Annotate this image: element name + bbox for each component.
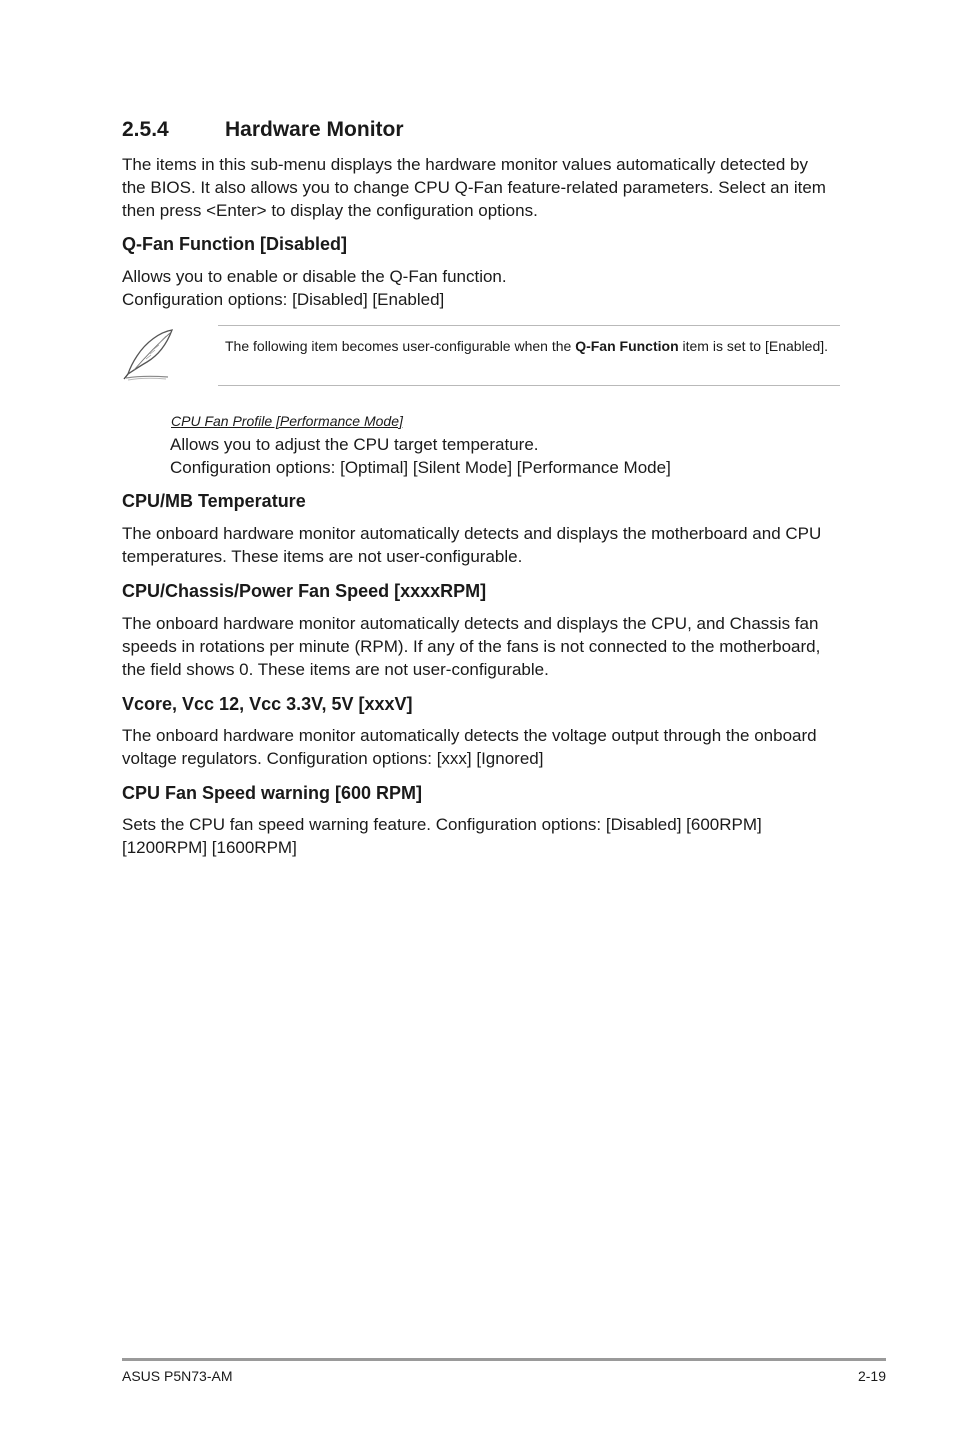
qfan-options: Configuration options: [Disabled] [Enabled] <box>122 290 445 309</box>
note-top-rule <box>218 325 840 326</box>
fan-warning-text: Sets the CPU fan speed warning feature. Configuration options: [Disabled] [600RPM] [1200RPM] [1600RPM] <box>122 815 762 857</box>
note-text-bold: Q-Fan Function <box>575 338 679 354</box>
section-number: 2.5.4 <box>122 118 169 141</box>
fan-speed-heading: CPU/Chassis/Power Fan Speed [xxxxRPM] <box>122 581 487 601</box>
fan-warning-heading: CPU Fan Speed warning [600 RPM] <box>122 783 423 803</box>
section-title <box>122 118 404 142</box>
cpu-mb-temp-text: The onboard hardware monitor automatically detects and displays the motherboard and CPU temperatures. These items are not user-configurable. <box>122 524 822 566</box>
footer-page-number: 2-19 <box>857 1368 886 1384</box>
voltage-heading: Vcore, Vcc 12, Vcc 3.3V, 5V [xxxV] <box>122 694 413 714</box>
qfan-heading: Q-Fan Function [Disabled] <box>122 234 347 254</box>
note-text-pre: The following item becomes user-configurable when the <box>225 338 576 354</box>
note-bottom-rule <box>218 385 840 386</box>
footer-product-name: ASUS P5N73-AM <box>122 1368 233 1384</box>
cpu-fan-profile-description: Allows you to adjust the CPU target temperature. <box>170 435 539 454</box>
feather-pen-icon <box>120 326 178 382</box>
section-intro: The items in this sub-menu displays the hardware monitor values automatically detected by the BIOS. It also allows you to change CPU Q-Fan feature-related parameters. Select an item then press <Enter> to display the configuration options. <box>122 155 826 220</box>
section-title-text: Hardware Monitor <box>225 118 404 141</box>
voltage-text: The onboard hardware monitor automatically detects the voltage output through the onboard voltage regulators. Configuration options: [xxx] [Ignored] <box>122 726 817 768</box>
cpu-fan-profile-options: Configuration options: [Optimal] [Silent Mode] [Performance Mode] <box>170 458 671 477</box>
footer-rule <box>122 1358 886 1361</box>
fan-speed-text: The onboard hardware monitor automatically detects and displays the CPU, and Chassis fan speeds in rotations per minute (RPM). If any of the fans is not connected to the motherboard, the field shows 0. These items are not user-configurable. <box>122 614 821 679</box>
qfan-description: Allows you to enable or disable the Q-Fan function. <box>122 267 507 286</box>
cpu-fan-profile-heading: CPU Fan Profile [Performance Mode] <box>171 413 403 429</box>
note-text <box>225 336 835 356</box>
note-text-post: item is set to [Enabled]. <box>678 338 829 354</box>
cpu-mb-temp-heading: CPU/MB Temperature <box>122 491 306 511</box>
